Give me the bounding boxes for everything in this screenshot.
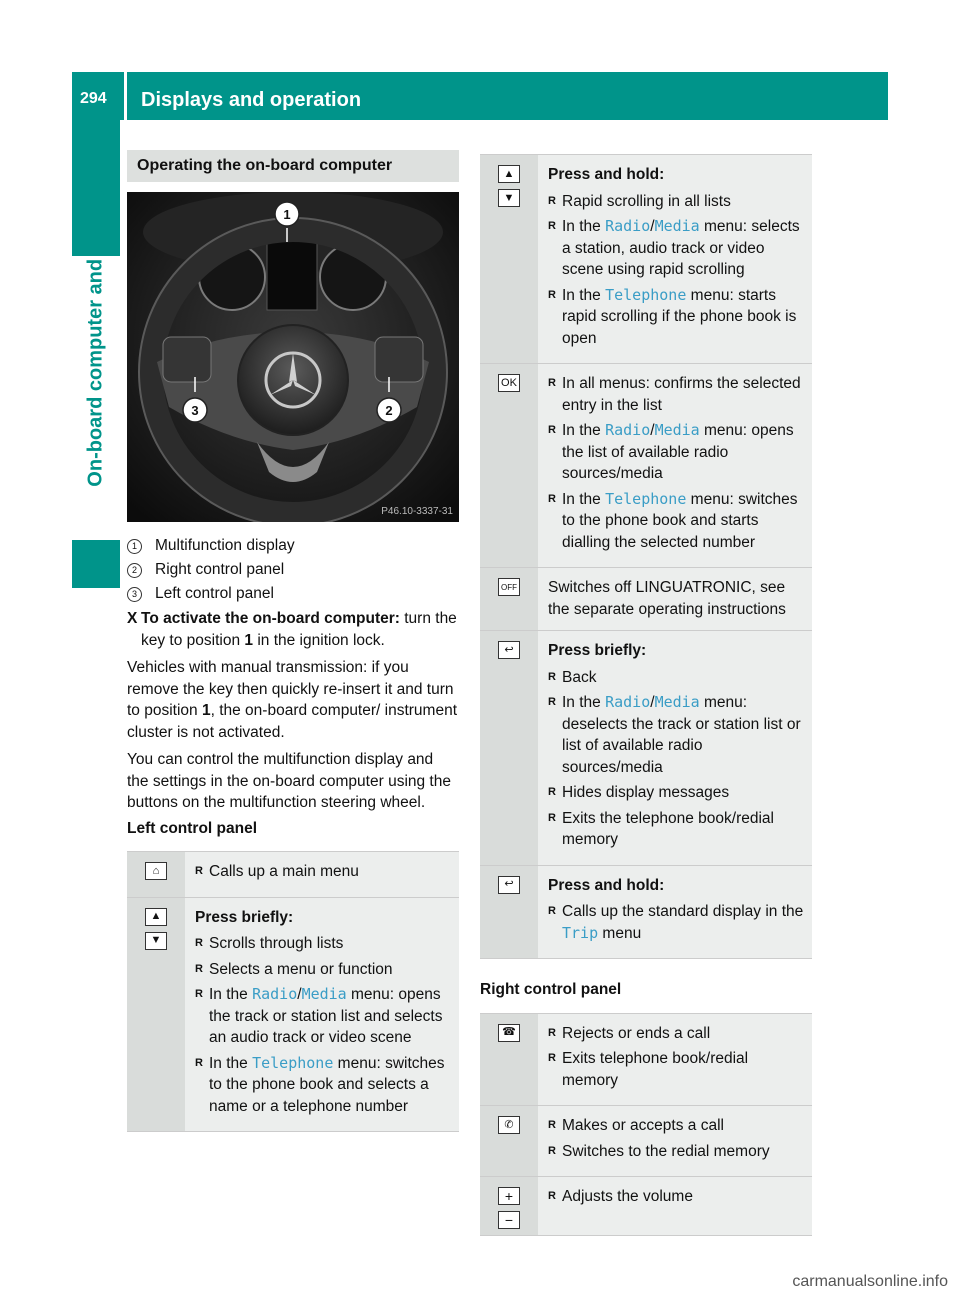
list-item-text: In the Telephone menu: switches to the phone book and selects a name or a telephone number xyxy=(209,1053,445,1115)
left-panel-label: Left control panel xyxy=(127,819,258,837)
side-marker xyxy=(72,540,120,588)
table-row xyxy=(480,155,812,364)
list-item: R Calls up the standard display in the Trip menu xyxy=(548,901,804,944)
left-control-table xyxy=(127,851,459,1132)
down-arrow-icon: ▼ xyxy=(498,189,520,207)
legend-text: Left control panel xyxy=(155,585,274,603)
instruction-body: turn the key to position xyxy=(141,610,457,649)
callout-1: 1 xyxy=(283,207,291,222)
table-row xyxy=(127,852,459,898)
left-control-table-continued xyxy=(480,154,812,959)
callout-2: 2 xyxy=(385,403,393,418)
list-item-text: Rejects or ends a call xyxy=(562,1024,711,1042)
list-item-text: In the Telephone menu: starts rapid scrolling if the phone book is open xyxy=(562,285,797,347)
telephone-menu-name: Telephone xyxy=(252,1053,334,1072)
media-menu-name: Media xyxy=(654,217,700,235)
list-item-text: Calls up the standard display in the Trip menu xyxy=(562,903,804,942)
value-cell xyxy=(185,898,459,1132)
table-row xyxy=(480,1014,812,1107)
page-number: 294 xyxy=(80,90,107,107)
value-cell xyxy=(538,364,812,567)
list-item: R Rapid scrolling in all lists xyxy=(548,191,804,213)
list-item-text: Switches to the redial memory xyxy=(562,1142,770,1160)
key-cell xyxy=(127,898,185,1132)
list-item-text: Exits the telephone book/redial memory xyxy=(562,809,774,848)
manual-transmission-note xyxy=(127,657,459,743)
right-panel-label: Right control panel xyxy=(480,981,622,998)
section-heading: Operating the on-board computer xyxy=(127,150,459,182)
legend-text: Right control panel xyxy=(155,561,285,579)
plus-icon: + xyxy=(498,1187,520,1205)
photo-code: P46.10-3337-31 xyxy=(381,506,453,517)
key-cell xyxy=(480,568,538,630)
list-item-text: Scrolls through lists xyxy=(209,935,344,952)
callout-3: 3 xyxy=(191,403,199,418)
list-item: R Exits the telephone book/redial memory xyxy=(548,808,804,851)
right-column xyxy=(480,154,812,1236)
media-menu-name: Media xyxy=(654,693,700,711)
telephone-menu-name: Telephone xyxy=(605,489,687,508)
list-item-text: In the Radio/Media menu: selects a station, audio track or video scene using rapid scrolling xyxy=(562,217,800,278)
instruction-text xyxy=(141,608,459,651)
legend-text: Multifunction display xyxy=(155,537,295,555)
list-item: R Back xyxy=(548,667,804,689)
radio-menu-name: Radio xyxy=(252,985,298,1003)
key-cell xyxy=(480,1106,538,1176)
list-item-text: In all menus: confirms the selected entry in the list xyxy=(562,375,801,414)
left-column xyxy=(127,150,459,1132)
table-row xyxy=(480,1177,812,1236)
note-text: Vehicles with manual transmission: if you remove the key then quickly re-insert it and turn to position xyxy=(127,659,454,719)
list-item-text: Hides display messages xyxy=(562,784,730,801)
legend-item xyxy=(127,558,459,582)
header-divider xyxy=(124,72,127,120)
list-item-text: In the Radio/Media menu: deselects the track or station list or list of available radio sources/media xyxy=(562,693,801,776)
list-item: R Selects a menu or function xyxy=(195,959,451,981)
value-cell xyxy=(538,1014,812,1106)
down-arrow-icon: ▼ xyxy=(145,932,167,950)
list-item: R Switches to the redial memory xyxy=(548,1141,804,1163)
hang-up-icon: ☎ xyxy=(498,1024,520,1042)
radio-menu-name: Radio xyxy=(605,217,651,235)
value-cell xyxy=(538,568,812,630)
home-icon: ⌂ xyxy=(145,862,167,880)
value-cell xyxy=(538,155,812,363)
list-item-text: Adjusts the volume xyxy=(562,1188,693,1205)
note-position: 1 xyxy=(201,702,211,719)
list-item: R In the Radio/Media menu: opens the list of available radio sources/media xyxy=(548,420,804,485)
row-title: Press and hold: xyxy=(548,166,665,183)
table-row xyxy=(480,568,812,631)
list-item-text: In the Telephone menu: switches to the phone book and starts dialling the selected number xyxy=(562,489,798,551)
voice-off-text: Switches off LINGUATRONIC, see the separate operating instructions xyxy=(548,579,786,618)
value-cell xyxy=(538,631,812,865)
table-row xyxy=(127,898,459,1133)
key-cell xyxy=(480,155,538,363)
list-item-text: Selects a menu or function xyxy=(209,960,393,978)
telephone-menu-name: Telephone xyxy=(605,285,687,304)
list-item: R In all menus: confirms the selected entry in the list xyxy=(548,373,804,416)
legend-number: 1 xyxy=(127,539,142,554)
list-item-text: In the Radio/Media menu: opens the list of available radio sources/media xyxy=(562,421,794,482)
radio-menu-name: Radio xyxy=(605,693,651,711)
list-item: R Calls up a main menu xyxy=(195,861,451,883)
row-title: Press briefly: xyxy=(548,642,647,659)
list-item: R In the Telephone menu: starts rapid scrolling if the phone book is open xyxy=(548,285,804,350)
trip-menu-name: Trip xyxy=(562,923,599,942)
back-icon: ↩ xyxy=(498,876,520,894)
minus-icon: − xyxy=(498,1211,520,1229)
instruction-end: in the ignition lock. xyxy=(253,631,385,649)
value-cell xyxy=(538,1106,812,1176)
steering-wheel-photo xyxy=(127,192,459,522)
list-item-text: Rapid scrolling in all lists xyxy=(562,192,731,210)
radio-menu-name: Radio xyxy=(605,421,651,439)
table-row xyxy=(480,866,812,960)
watermark: carmanualsonline.info xyxy=(792,1272,948,1290)
list-item: R In the Radio/Media menu: deselects the track or station list or list of available radio sources/media xyxy=(548,692,804,778)
media-menu-name: Media xyxy=(654,421,700,439)
legend-number: 3 xyxy=(127,587,142,602)
value-cell xyxy=(185,852,459,897)
key-cell xyxy=(480,1177,538,1235)
list-item: R Exits telephone book/redial memory xyxy=(548,1048,804,1091)
row-title: Press briefly: xyxy=(195,908,294,926)
instruction-arrow-icon: X xyxy=(127,610,138,627)
side-title xyxy=(72,120,120,540)
list-item: R In the Radio/Media menu: selects a station, audio track or video scene using rapid scrolling xyxy=(548,216,804,281)
table-row xyxy=(480,631,812,866)
note-end: , the on-board computer/ instrument cluster is not activated. xyxy=(127,702,457,741)
row-title: Press and hold: xyxy=(548,876,665,894)
back-icon: ↩ xyxy=(498,641,520,659)
key-cell xyxy=(480,631,538,865)
legend-item xyxy=(127,534,459,558)
value-cell xyxy=(538,866,812,959)
key-cell xyxy=(127,852,185,897)
voice-off-icon: OFF xyxy=(498,578,520,596)
list-item: R In the Radio/Media menu: opens the track or station list and selects an audio track or video scene xyxy=(195,984,451,1049)
key-cell xyxy=(480,1014,538,1106)
side-title-text: On-board computer and displays xyxy=(84,173,107,487)
up-arrow-icon: ▲ xyxy=(498,165,520,183)
right-control-table xyxy=(480,1013,812,1237)
control-paragraph: You can control the multifunction display and the settings in the on-board computer using the buttons on the multifunction steering wheel. xyxy=(127,751,451,811)
list-item: R In the Telephone menu: switches to the phone book and selects a name or a telephone number xyxy=(195,1053,451,1118)
legend-number: 2 xyxy=(127,563,142,578)
instruction-bold: To activate the on-board computer: xyxy=(141,610,400,627)
key-cell xyxy=(480,364,538,567)
value-cell xyxy=(538,1177,812,1235)
list-item: R Makes or accepts a call xyxy=(548,1115,804,1137)
list-item: R Scrolls through lists xyxy=(195,933,451,955)
table-row xyxy=(480,364,812,568)
list-item-text: Makes or accepts a call xyxy=(562,1117,724,1134)
instruction xyxy=(127,608,459,651)
phone-accept-icon: ✆ xyxy=(498,1116,520,1134)
table-row xyxy=(480,1106,812,1177)
instruction-position: 1 xyxy=(244,631,254,649)
list-item-text: Calls up a main menu xyxy=(209,863,359,880)
list-item-text: Back xyxy=(562,668,597,686)
list-item: R In the Telephone menu: switches to the phone book and starts dialling the selected number xyxy=(548,489,804,554)
key-cell xyxy=(480,866,538,959)
section-title: Displays and operation xyxy=(141,89,362,111)
ok-icon: OK xyxy=(498,374,520,392)
list-item: R Hides display messages xyxy=(548,782,804,804)
list-item-text: In the Radio/Media menu: opens the track or station list and selects an audio track or video scene xyxy=(209,985,443,1046)
list-item: R Rejects or ends a call xyxy=(548,1023,804,1045)
legend-item xyxy=(127,582,459,606)
up-arrow-icon: ▲ xyxy=(145,908,167,926)
legend xyxy=(127,534,459,606)
list-item-text: Exits telephone book/redial memory xyxy=(562,1050,749,1089)
list-item: R Adjusts the volume xyxy=(548,1186,804,1208)
media-menu-name: Media xyxy=(301,985,347,1003)
